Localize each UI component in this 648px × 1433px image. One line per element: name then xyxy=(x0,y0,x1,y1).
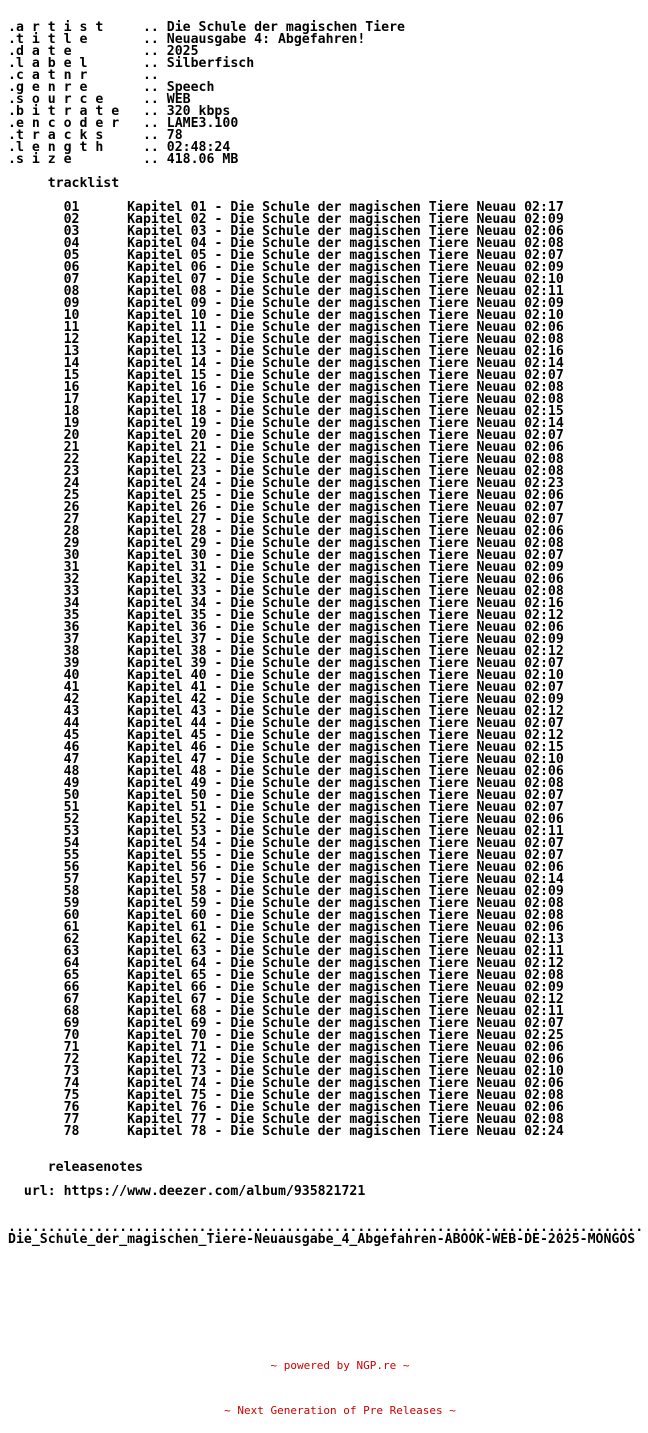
track-title: Kapitel 76 - Die Schule der magischen Tiere Neuau xyxy=(127,1100,517,1115)
track-title: Kapitel 41 - Die Schule der magischen Tiere Neuau xyxy=(127,680,517,695)
release-name: Die_Schule_der_magischen_Tiere-Neuausgabe_4_Abgefahren-ABOOK-WEB-DE-2025-MONGOS xyxy=(8,1232,636,1247)
track-duration: 02:08 xyxy=(524,236,564,251)
track-number: 52 xyxy=(63,812,80,827)
track-number: 56 xyxy=(63,860,80,875)
track-title: Kapitel 06 - Die Schule der magischen Tiere Neuau xyxy=(127,260,517,275)
track-duration: 02:23 xyxy=(524,476,564,491)
track-number: 57 xyxy=(63,872,80,887)
info-row: .t i t l e .. Neuausgabe 4: Abgefahren! xyxy=(8,32,366,47)
track-number: 76 xyxy=(63,1100,80,1115)
track-number: 67 xyxy=(63,992,80,1007)
tagline-text: ~ Next Generation of Pre Releases ~ xyxy=(224,1404,456,1417)
track-number: 28 xyxy=(63,524,80,539)
track-duration: 02:06 xyxy=(524,320,564,335)
track-title: Kapitel 07 - Die Schule der magischen Tiere Neuau xyxy=(127,272,517,287)
track-title: Kapitel 63 - Die Schule der magischen Tiere Neuau xyxy=(127,944,517,959)
track-duration: 02:14 xyxy=(524,356,564,371)
track-duration: 02:06 xyxy=(524,920,564,935)
track-duration: 02:07 xyxy=(524,836,564,851)
track-number: 07 xyxy=(63,272,80,287)
info-key: .a r t i s t xyxy=(8,20,120,35)
track-number: 04 xyxy=(63,236,80,251)
track-duration: 02:14 xyxy=(524,416,564,431)
track-number: 21 xyxy=(63,440,80,455)
track-duration: 02:07 xyxy=(524,680,564,695)
track-duration: 02:07 xyxy=(524,848,564,863)
track-title: Kapitel 42 - Die Schule der magischen Tiere Neuau xyxy=(127,692,517,707)
track-duration: 02:25 xyxy=(524,1028,564,1043)
track-duration: 02:11 xyxy=(524,944,564,959)
info-key: .l a b e l xyxy=(8,56,120,71)
track-duration: 02:07 xyxy=(524,716,564,731)
info-row: .g e n r e .. Speech xyxy=(8,80,215,95)
track-duration: 02:06 xyxy=(524,524,564,539)
track-number: 06 xyxy=(63,260,80,275)
track-title: Kapitel 47 - Die Schule der magischen Tiere Neuau xyxy=(127,752,517,767)
track-title: Kapitel 51 - Die Schule der magischen Tiere Neuau xyxy=(127,800,517,815)
track-title: Kapitel 75 - Die Schule der magischen Tiere Neuau xyxy=(127,1088,517,1103)
track-title: Kapitel 48 - Die Schule der magischen Tiere Neuau xyxy=(127,764,517,779)
track-title: Kapitel 21 - Die Schule der magischen Tiere Neuau xyxy=(127,440,517,455)
track-title: Kapitel 37 - Die Schule der magischen Tiere Neuau xyxy=(127,632,517,647)
track-duration: 02:07 xyxy=(524,512,564,527)
track-number: 73 xyxy=(63,1064,80,1079)
info-key: .t i t l e xyxy=(8,32,120,47)
track-number: 71 xyxy=(63,1040,80,1055)
track-duration: 02:08 xyxy=(524,464,564,479)
track-title: Kapitel 66 - Die Schule der magischen Tiere Neuau xyxy=(127,980,517,995)
track-title: Kapitel 16 - Die Schule der magischen Tiere Neuau xyxy=(127,380,517,395)
track-title: Kapitel 38 - Die Schule der magischen Tiere Neuau xyxy=(127,644,517,659)
track-title: Kapitel 65 - Die Schule der magischen Tiere Neuau xyxy=(127,968,517,983)
info-row: .e n c o d e r .. LAME3.100 xyxy=(8,116,239,131)
track-number: 72 xyxy=(63,1052,80,1067)
track-duration: 02:07 xyxy=(524,500,564,515)
track-number: 01 xyxy=(63,200,80,215)
track-number: 64 xyxy=(63,956,80,971)
track-number: 75 xyxy=(63,1088,80,1103)
track-title: Kapitel 30 - Die Schule der magischen Tiere Neuau xyxy=(127,548,517,563)
track-number: 78 xyxy=(63,1124,80,1139)
track-number: 42 xyxy=(63,692,80,707)
info-row: .d a t e .. 2025 xyxy=(8,44,199,59)
track-number: 02 xyxy=(63,212,80,227)
info-key: .l e n g t h xyxy=(8,140,120,155)
track-number: 43 xyxy=(63,704,80,719)
track-title: Kapitel 09 - Die Schule der magischen Tiere Neuau xyxy=(127,296,517,311)
track-title: Kapitel 24 - Die Schule der magischen Tiere Neuau xyxy=(127,476,517,491)
track-number: 03 xyxy=(63,224,80,239)
track-number: 31 xyxy=(63,560,80,575)
track-number: 41 xyxy=(63,680,80,695)
track-duration: 02:07 xyxy=(524,1016,564,1031)
track-title: Kapitel 36 - Die Schule der magischen Tiere Neuau xyxy=(127,620,517,635)
track-duration: 02:08 xyxy=(524,536,564,551)
track-title: Kapitel 23 - Die Schule der magischen Tiere Neuau xyxy=(127,464,517,479)
info-block xyxy=(8,20,405,167)
track-title: Kapitel 13 - Die Schule der magischen Tiere Neuau xyxy=(127,344,517,359)
track-title: Kapitel 56 - Die Schule der magischen Tiere Neuau xyxy=(127,860,517,875)
track-title: Kapitel 73 - Die Schule der magischen Tiere Neuau xyxy=(127,1064,517,1079)
track-title: Kapitel 78 - Die Schule der magischen Tiere Neuau xyxy=(127,1124,517,1139)
track-duration: 02:10 xyxy=(524,308,564,323)
track-number: 49 xyxy=(63,776,80,791)
track-duration: 02:16 xyxy=(524,596,564,611)
track-title: Kapitel 53 - Die Schule der magischen Tiere Neuau xyxy=(127,824,517,839)
track-title: Kapitel 22 - Die Schule der magischen Tiere Neuau xyxy=(127,452,517,467)
track-title: Kapitel 12 - Die Schule der magischen Tiere Neuau xyxy=(127,332,517,347)
track-duration: 02:08 xyxy=(524,584,564,599)
track-duration: 02:08 xyxy=(524,452,564,467)
track-number: 09 xyxy=(63,296,80,311)
track-row xyxy=(8,1124,564,1139)
track-title: Kapitel 15 - Die Schule der magischen Tiere Neuau xyxy=(127,368,517,383)
track-title: Kapitel 77 - Die Schule der magischen Tiere Neuau xyxy=(127,1112,517,1127)
track-title: Kapitel 50 - Die Schule der magischen Tiere Neuau xyxy=(127,788,517,803)
track-duration: 02:08 xyxy=(524,896,564,911)
track-number: 27 xyxy=(63,512,80,527)
track-number: 51 xyxy=(63,800,80,815)
track-duration: 02:11 xyxy=(524,1004,564,1019)
track-duration: 02:08 xyxy=(524,392,564,407)
track-title: Kapitel 14 - Die Schule der magischen Tiere Neuau xyxy=(127,356,517,371)
track-title: Kapitel 02 - Die Schule der magischen Tiere Neuau xyxy=(127,212,517,227)
track-duration: 02:10 xyxy=(524,668,564,683)
info-key: .c a t n r xyxy=(8,68,120,83)
track-title: Kapitel 04 - Die Schule der magischen Tiere Neuau xyxy=(127,236,517,251)
track-duration: 02:07 xyxy=(524,656,564,671)
track-number: 30 xyxy=(63,548,80,563)
track-title: Kapitel 05 - Die Schule der magischen Tiere Neuau xyxy=(127,248,517,263)
track-number: 68 xyxy=(63,1004,80,1019)
info-value: Silberfisch xyxy=(166,56,255,71)
track-duration: 02:16 xyxy=(524,344,564,359)
track-duration: 02:06 xyxy=(524,860,564,875)
info-row: .s i z e .. 418.06 MB xyxy=(8,152,239,167)
track-duration: 02:08 xyxy=(524,332,564,347)
track-number: 38 xyxy=(63,644,80,659)
track-number: 11 xyxy=(63,320,80,335)
track-number: 26 xyxy=(63,500,80,515)
releasenotes-heading: releasenotes xyxy=(47,1160,143,1175)
track-number: 14 xyxy=(63,356,80,371)
track-duration: 02:07 xyxy=(524,248,564,263)
track-duration: 02:13 xyxy=(524,932,564,947)
info-value: Speech xyxy=(166,80,215,95)
nfo-text xyxy=(8,22,643,1246)
track-number: 63 xyxy=(63,944,80,959)
track-title: Kapitel 03 - Die Schule der magischen Tiere Neuau xyxy=(127,224,517,239)
info-row: .b i t r a t e .. 320 kbps xyxy=(8,104,231,119)
track-number: 19 xyxy=(63,416,80,431)
track-duration: 02:11 xyxy=(524,284,564,299)
track-title: Kapitel 54 - Die Schule der magischen Tiere Neuau xyxy=(127,836,517,851)
track-number: 65 xyxy=(63,968,80,983)
track-number: 20 xyxy=(63,428,80,443)
track-number: 47 xyxy=(63,752,80,767)
info-key: .e n c o d e r xyxy=(8,116,120,131)
url-label: url: xyxy=(23,1184,56,1199)
info-row: .s o u r c e .. WEB xyxy=(8,92,191,107)
info-value: 320 kbps xyxy=(166,104,231,119)
track-duration: 02:07 xyxy=(524,548,564,563)
dotted-divider: ................................................................................ xyxy=(8,1220,644,1235)
track-number: 46 xyxy=(63,740,80,755)
info-key: .s o u r c e xyxy=(8,92,120,107)
info-row: .l e n g t h .. 02:48:24 xyxy=(8,140,231,155)
track-duration: 02:06 xyxy=(524,620,564,635)
info-value: 02:48:24 xyxy=(166,140,231,155)
track-title: Kapitel 28 - Die Schule der magischen Tiere Neuau xyxy=(127,524,517,539)
track-title: Kapitel 72 - Die Schule der magischen Tiere Neuau xyxy=(127,1052,517,1067)
track-title: Kapitel 62 - Die Schule der magischen Tiere Neuau xyxy=(127,932,517,947)
track-title: Kapitel 40 - Die Schule der magischen Tiere Neuau xyxy=(127,668,517,683)
info-key: .b i t r a t e xyxy=(8,104,120,119)
track-title: Kapitel 11 - Die Schule der magischen Tiere Neuau xyxy=(127,320,517,335)
track-duration: 02:09 xyxy=(524,212,564,227)
track-number: 60 xyxy=(63,908,80,923)
track-duration: 02:08 xyxy=(524,908,564,923)
info-value: Die Schule der magischen Tiere xyxy=(166,20,405,35)
track-title: Kapitel 58 - Die Schule der magischen Tiere Neuau xyxy=(127,884,517,899)
track-title: Kapitel 34 - Die Schule der magischen Tiere Neuau xyxy=(127,596,517,611)
track-duration: 02:08 xyxy=(524,968,564,983)
track-number: 48 xyxy=(63,764,80,779)
track-number: 77 xyxy=(63,1112,80,1127)
track-number: 34 xyxy=(63,596,80,611)
track-duration: 02:12 xyxy=(524,608,564,623)
track-title: Kapitel 01 - Die Schule der magischen Tiere Neuau xyxy=(127,200,517,215)
info-value: 2025 xyxy=(166,44,199,59)
info-key: .d a t e xyxy=(8,44,120,59)
track-title: Kapitel 57 - Die Schule der magischen Tiere Neuau xyxy=(127,872,517,887)
track-duration: 02:10 xyxy=(524,272,564,287)
track-duration: 02:08 xyxy=(524,380,564,395)
track-title: Kapitel 70 - Die Schule der magischen Tiere Neuau xyxy=(127,1028,517,1043)
track-duration: 02:12 xyxy=(524,704,564,719)
track-title: Kapitel 08 - Die Schule der magischen Tiere Neuau xyxy=(127,284,517,299)
track-title: Kapitel 69 - Die Schule der magischen Tiere Neuau xyxy=(127,1016,517,1031)
track-number: 70 xyxy=(63,1028,80,1043)
info-key: .t r a c k s xyxy=(8,128,120,143)
track-duration: 02:09 xyxy=(524,560,564,575)
track-number: 61 xyxy=(63,920,80,935)
track-duration: 02:14 xyxy=(524,872,564,887)
track-duration: 02:07 xyxy=(524,788,564,803)
track-title: Kapitel 52 - Die Schule der magischen Tiere Neuau xyxy=(127,812,517,827)
track-duration: 02:15 xyxy=(524,740,564,755)
track-number: 32 xyxy=(63,572,80,587)
track-number: 74 xyxy=(63,1076,80,1091)
track-number: 16 xyxy=(63,380,80,395)
track-number: 13 xyxy=(63,344,80,359)
track-title: Kapitel 20 - Die Schule der magischen Tiere Neuau xyxy=(127,428,517,443)
track-number: 50 xyxy=(63,788,80,803)
track-number: 45 xyxy=(63,728,80,743)
track-title: Kapitel 64 - Die Schule der magischen Tiere Neuau xyxy=(127,956,517,971)
track-duration: 02:09 xyxy=(524,980,564,995)
track-title: Kapitel 43 - Die Schule der magischen Tiere Neuau xyxy=(127,704,517,719)
track-number: 69 xyxy=(63,1016,80,1031)
track-title: Kapitel 55 - Die Schule der magischen Tiere Neuau xyxy=(127,848,517,863)
info-key: .g e n r e xyxy=(8,80,120,95)
track-title: Kapitel 71 - Die Schule der magischen Tiere Neuau xyxy=(127,1040,517,1055)
track-duration: 02:08 xyxy=(524,776,564,791)
track-duration: 02:06 xyxy=(524,488,564,503)
track-number: 12 xyxy=(63,332,80,347)
track-number: 17 xyxy=(63,392,80,407)
track-duration: 02:11 xyxy=(524,824,564,839)
track-number: 66 xyxy=(63,980,80,995)
track-number: 35 xyxy=(63,608,80,623)
info-row: .a r t i s t .. Die Schule der magischen Tiere xyxy=(8,20,405,35)
track-title: Kapitel 27 - Die Schule der magischen Tiere Neuau xyxy=(127,512,517,527)
track-number: 08 xyxy=(63,284,80,299)
track-duration: 02:07 xyxy=(524,800,564,815)
track-duration: 02:06 xyxy=(524,572,564,587)
track-duration: 02:09 xyxy=(524,884,564,899)
track-title: Kapitel 61 - Die Schule der magischen Tiere Neuau xyxy=(127,920,517,935)
footer xyxy=(0,1328,648,1433)
info-row: .c a t n r .. xyxy=(8,68,167,83)
track-title: Kapitel 33 - Die Schule der magischen Tiere Neuau xyxy=(127,584,517,599)
track-title: Kapitel 68 - Die Schule der magischen Tiere Neuau xyxy=(127,1004,517,1019)
track-number: 37 xyxy=(63,632,80,647)
track-duration: 02:09 xyxy=(524,692,564,707)
track-number: 23 xyxy=(63,464,80,479)
track-duration: 02:12 xyxy=(524,644,564,659)
track-title: Kapitel 44 - Die Schule der magischen Tiere Neuau xyxy=(127,716,517,731)
info-row: .t r a c k s .. 78 xyxy=(8,128,183,143)
track-title: Kapitel 60 - Die Schule der magischen Tiere Neuau xyxy=(127,908,517,923)
track-number: 36 xyxy=(63,620,80,635)
track-number: 22 xyxy=(63,452,80,467)
track-duration: 02:06 xyxy=(524,812,564,827)
track-duration: 02:24 xyxy=(524,1124,564,1139)
track-duration: 02:06 xyxy=(524,1100,564,1115)
track-number: 29 xyxy=(63,536,80,551)
track-number: 39 xyxy=(63,656,80,671)
track-title: Kapitel 46 - Die Schule der magischen Tiere Neuau xyxy=(127,740,517,755)
track-title: Kapitel 17 - Die Schule der magischen Tiere Neuau xyxy=(127,392,517,407)
track-duration: 02:12 xyxy=(524,956,564,971)
track-title: Kapitel 10 - Die Schule der magischen Tiere Neuau xyxy=(127,308,517,323)
track-duration: 02:08 xyxy=(524,1112,564,1127)
track-number: 18 xyxy=(63,404,80,419)
track-duration: 02:15 xyxy=(524,404,564,419)
track-duration: 02:06 xyxy=(524,764,564,779)
info-row: .l a b e l .. Silberfisch xyxy=(8,56,255,71)
powered-by-text: ~ powered by NGP.re ~ xyxy=(270,1359,410,1372)
track-title: Kapitel 45 - Die Schule der magischen Tiere Neuau xyxy=(127,728,517,743)
track-number: 54 xyxy=(63,836,80,851)
track-number: 24 xyxy=(63,476,80,491)
track-duration: 02:09 xyxy=(524,260,564,275)
tracklist-heading: tracklist xyxy=(47,176,120,191)
track-number: 62 xyxy=(63,932,80,947)
track-duration: 02:10 xyxy=(524,752,564,767)
track-title: Kapitel 49 - Die Schule der magischen Tiere Neuau xyxy=(127,776,517,791)
track-duration: 02:07 xyxy=(524,428,564,443)
track-number: 55 xyxy=(63,848,80,863)
track-title: Kapitel 67 - Die Schule der magischen Tiere Neuau xyxy=(127,992,517,1007)
track-duration: 02:06 xyxy=(524,224,564,239)
track-title: Kapitel 26 - Die Schule der magischen Tiere Neuau xyxy=(127,500,517,515)
track-duration: 02:09 xyxy=(524,296,564,311)
track-number: 40 xyxy=(63,668,80,683)
track-duration: 02:08 xyxy=(524,1088,564,1103)
track-duration: 02:07 xyxy=(524,368,564,383)
track-number: 05 xyxy=(63,248,80,263)
track-duration: 02:12 xyxy=(524,728,564,743)
track-number: 53 xyxy=(63,824,80,839)
track-number: 15 xyxy=(63,368,80,383)
track-number: 10 xyxy=(63,308,80,323)
track-number: 44 xyxy=(63,716,80,731)
track-title: Kapitel 32 - Die Schule der magischen Tiere Neuau xyxy=(127,572,517,587)
track-title: Kapitel 19 - Die Schule der magischen Tiere Neuau xyxy=(127,416,517,431)
track-duration: 02:06 xyxy=(524,440,564,455)
tracklist xyxy=(8,200,564,1139)
track-title: Kapitel 25 - Die Schule der magischen Tiere Neuau xyxy=(127,488,517,503)
track-duration: 02:12 xyxy=(524,992,564,1007)
track-duration: 02:09 xyxy=(524,632,564,647)
track-title: Kapitel 31 - Die Schule der magischen Tiere Neuau xyxy=(127,560,517,575)
track-number: 33 xyxy=(63,584,80,599)
track-title: Kapitel 74 - Die Schule der magischen Tiere Neuau xyxy=(127,1076,517,1091)
info-value: 78 xyxy=(166,128,183,143)
track-duration: 02:10 xyxy=(524,1064,564,1079)
track-title: Kapitel 18 - Die Schule der magischen Tiere Neuau xyxy=(127,404,517,419)
url-text: https://www.deezer.com/album/935821721 xyxy=(63,1184,366,1199)
track-number: 58 xyxy=(63,884,80,899)
track-duration: 02:17 xyxy=(524,200,564,215)
track-duration: 02:06 xyxy=(524,1052,564,1067)
info-value: LAME3.100 xyxy=(166,116,239,131)
track-title: Kapitel 39 - Die Schule der magischen Tiere Neuau xyxy=(127,656,517,671)
track-duration: 02:06 xyxy=(524,1076,564,1091)
info-value: WEB xyxy=(166,92,191,107)
track-title: Kapitel 59 - Die Schule der magischen Tiere Neuau xyxy=(127,896,517,911)
info-key: .s i z e xyxy=(8,152,120,167)
info-value: Neuausgabe 4: Abgefahren! xyxy=(166,32,366,47)
track-title: Kapitel 35 - Die Schule der magischen Tiere Neuau xyxy=(127,608,517,623)
info-value: 418.06 MB xyxy=(166,152,239,167)
track-number: 25 xyxy=(63,488,80,503)
track-number: 59 xyxy=(63,896,80,911)
track-title: Kapitel 29 - Die Schule der magischen Tiere Neuau xyxy=(127,536,517,551)
track-duration: 02:06 xyxy=(524,1040,564,1055)
